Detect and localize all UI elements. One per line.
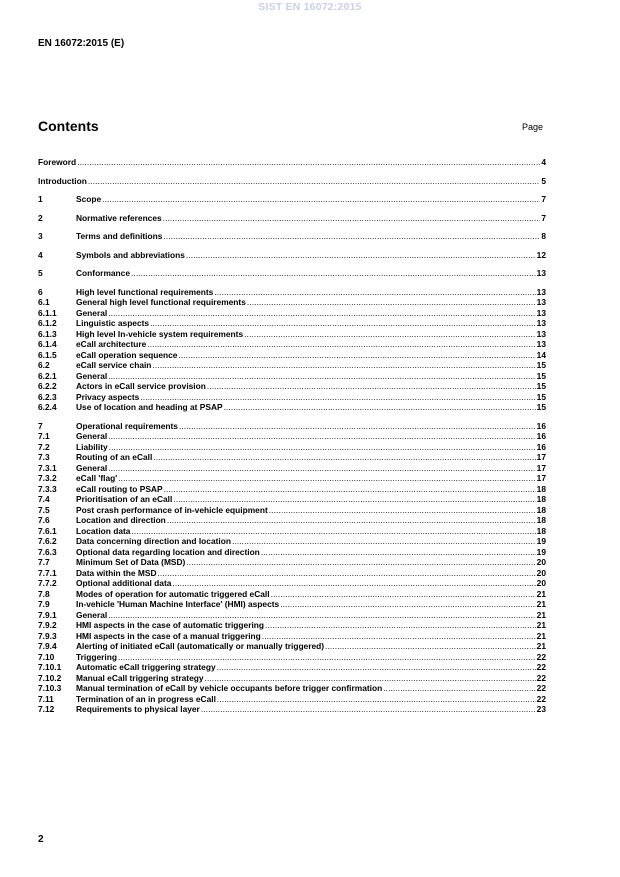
toc-entry-title: Privacy aspects xyxy=(76,391,140,402)
toc-entry-page: 13 xyxy=(536,328,546,339)
toc-entry-number: 7.12 xyxy=(38,704,55,714)
toc-dot-leader xyxy=(269,505,536,516)
toc-entry-page: 15 xyxy=(536,360,546,370)
toc-entry-title: Terms and definitions xyxy=(76,231,163,241)
toc-entry-page: 21 xyxy=(536,599,546,609)
toc-entry[interactable] xyxy=(38,308,546,319)
toc-entry-page: 8 xyxy=(541,231,546,241)
toc-entry-page: 15 xyxy=(536,370,546,381)
toc-entry[interactable] xyxy=(38,157,546,168)
toc-entry-number: 7.9.3 xyxy=(38,630,57,641)
toc-entry-number: 6.2 xyxy=(38,360,50,370)
toc-entry-page: 18 xyxy=(536,483,546,494)
toc-entry-title: In-vehicle 'Human Machine Interface' (HMI) aspects xyxy=(76,599,280,609)
toc-dot-leader xyxy=(383,683,535,694)
toc-entry[interactable] xyxy=(38,515,546,526)
toc-entry[interactable] xyxy=(38,371,546,382)
toc-entry-number: 7.3.3 xyxy=(38,483,57,494)
toc-entry-title: Data concerning direction and location xyxy=(76,536,231,546)
page-column-label: Page xyxy=(522,122,544,132)
toc-entry[interactable] xyxy=(38,683,546,694)
toc-entry-number: 2 xyxy=(38,212,43,223)
toc-entry-number: 6.2.1 xyxy=(38,370,57,381)
toc-dot-leader xyxy=(131,268,536,279)
toc-entry-number: 7.9.2 xyxy=(38,620,57,630)
toc-entry-number: 7.3.2 xyxy=(38,473,57,483)
toc-entry[interactable] xyxy=(38,339,546,350)
toc-entry-page: 17 xyxy=(536,462,546,473)
toc-entry-title: HMI aspects in the case of a manual triggering xyxy=(76,630,261,641)
toc-entry-page: 18 xyxy=(536,504,546,515)
toc-entry-number: 7.10 xyxy=(38,651,55,662)
toc-entry-page: 7 xyxy=(541,212,546,223)
toc-entry-title: Automatic eCall triggering strategy xyxy=(76,662,216,672)
toc-entry-number: 1 xyxy=(38,194,43,204)
toc-entry-page: 15 xyxy=(536,402,546,412)
toc-entry-page: 15 xyxy=(536,391,546,402)
toc-dot-leader xyxy=(131,526,535,537)
toc-entry-page: 21 xyxy=(536,620,546,630)
toc-entry-title: Minimum Set of Data (MSD) xyxy=(76,557,186,567)
toc-entry-number: 7.2 xyxy=(38,441,50,452)
toc-entry-page: 13 xyxy=(536,286,546,297)
toc-entry-number: 6 xyxy=(38,286,43,297)
toc-entry[interactable] xyxy=(38,536,546,547)
toc-entry-page: 13 xyxy=(536,268,546,278)
page-number: 2 xyxy=(38,834,44,845)
toc-dot-leader xyxy=(214,287,535,298)
toc-dot-leader xyxy=(108,610,535,621)
toc-entry-page: 17 xyxy=(536,473,546,483)
toc-entry-page: 17 xyxy=(536,452,546,462)
toc-entry-number: 7.10.3 xyxy=(38,683,62,693)
toc-entry-page: 20 xyxy=(536,567,546,578)
toc-entry[interactable] xyxy=(38,176,546,187)
toc-entry[interactable] xyxy=(38,360,546,371)
toc-dot-leader xyxy=(172,578,535,589)
toc-entry-page: 15 xyxy=(536,381,546,391)
toc-entry-number: 6.1.4 xyxy=(38,339,57,349)
toc-entry-page: 22 xyxy=(536,651,546,662)
toc-entry-number: 6.1.1 xyxy=(38,307,57,318)
toc-dot-leader xyxy=(150,318,536,329)
toc-entry-title: Foreword xyxy=(38,157,77,167)
toc-entry-title: Manual eCall triggering strategy xyxy=(76,672,204,683)
toc-dot-leader xyxy=(262,631,536,642)
toc-entry[interactable] xyxy=(38,350,546,361)
toc-entry-title: Prioritisation of an eCall xyxy=(76,494,173,504)
toc-entry-title: Post crash performance of in-vehicle equipment xyxy=(76,504,268,515)
toc-entry-title: Use of location and heading at PSAP xyxy=(76,402,223,412)
toc-dot-leader xyxy=(179,421,536,432)
toc-dot-leader xyxy=(186,557,535,568)
toc-dot-leader xyxy=(178,350,535,361)
toc-dot-leader xyxy=(244,329,536,340)
toc-entry[interactable] xyxy=(38,213,546,224)
toc-entry-page: 21 xyxy=(536,630,546,641)
toc-entry-number: 6.1.5 xyxy=(38,349,57,360)
toc-entry-page: 23 xyxy=(536,704,546,714)
toc-entry-number: 6.1 xyxy=(38,297,50,307)
toc-entry-number: 6.1.2 xyxy=(38,318,57,328)
toc-entry-number: 7.7 xyxy=(38,557,50,567)
toc-entry[interactable] xyxy=(38,620,546,631)
toc-dot-leader xyxy=(118,473,535,484)
toc-entry-page: 22 xyxy=(536,693,546,704)
toc-entry-title: eCall service chain xyxy=(76,360,152,370)
toc-entry-title: Normative references xyxy=(76,212,162,223)
table-of-contents xyxy=(38,157,546,715)
toc-dot-leader xyxy=(108,308,535,319)
toc-entry[interactable] xyxy=(38,526,546,537)
toc-entry-title: Routing of an eCall xyxy=(76,452,153,462)
toc-entry[interactable] xyxy=(38,431,546,442)
toc-entry-title: eCall routing to PSAP xyxy=(76,483,163,494)
toc-entry-number: 7.7.1 xyxy=(38,567,57,578)
toc-entry[interactable] xyxy=(38,578,546,589)
toc-entry[interactable] xyxy=(38,652,546,663)
toc-entry-title: General xyxy=(76,462,108,473)
toc-entry-title: Scope xyxy=(76,194,102,204)
toc-dot-leader xyxy=(224,402,536,413)
toc-dot-leader xyxy=(167,515,536,526)
toc-entry-title: Introduction xyxy=(38,175,87,186)
toc-entry-page: 16 xyxy=(536,420,546,431)
toc-dot-leader xyxy=(207,381,536,392)
toc-entry-title: Manual termination of eCall by vehicle occupants before trigger confirmation xyxy=(76,683,383,693)
toc-entry-title: Conformance xyxy=(76,268,130,278)
toc-entry[interactable] xyxy=(38,473,546,484)
toc-entry[interactable] xyxy=(38,287,546,298)
toc-entry-number: 3 xyxy=(38,231,43,241)
toc-entry-number: 6.2.3 xyxy=(38,391,57,402)
toc-dot-leader xyxy=(108,371,535,382)
toc-entry-page: 21 xyxy=(536,609,546,620)
toc-dot-leader xyxy=(217,694,536,705)
toc-entry-page: 20 xyxy=(536,557,546,567)
toc-entry-number: 7.9 xyxy=(38,599,50,609)
toc-entry[interactable] xyxy=(38,484,546,495)
toc-entry[interactable] xyxy=(38,599,546,610)
toc-dot-leader xyxy=(217,662,536,673)
toc-entry[interactable] xyxy=(38,641,546,652)
toc-entry-page: 7 xyxy=(541,194,546,204)
toc-entry[interactable] xyxy=(38,568,546,579)
toc-dot-leader xyxy=(153,452,535,463)
toc-entry[interactable] xyxy=(38,268,546,279)
toc-entry[interactable] xyxy=(38,662,546,673)
toc-entry-page: 21 xyxy=(536,588,546,599)
toc-entry-title: General high level functional requirements xyxy=(76,297,246,307)
toc-entry[interactable] xyxy=(38,442,546,453)
toc-entry-page: 19 xyxy=(536,536,546,546)
toc-entry-title: Optional additional data xyxy=(76,578,172,588)
toc-entry-page: 14 xyxy=(536,349,546,360)
toc-dot-leader xyxy=(280,599,535,610)
toc-entry-title: HMI aspects in the case of automatic triggering xyxy=(76,620,265,630)
toc-dot-leader xyxy=(186,250,536,261)
watermark: SIST EN 16072:2015 xyxy=(258,1,362,13)
toc-dot-leader xyxy=(247,297,536,308)
toc-entry[interactable] xyxy=(38,557,546,568)
toc-dot-leader xyxy=(102,194,540,205)
toc-dot-leader xyxy=(140,392,535,403)
toc-entry-page: 13 xyxy=(536,297,546,307)
toc-entry-title: Modes of operation for automatic triggered eCall xyxy=(76,588,270,599)
toc-entry[interactable] xyxy=(38,392,546,403)
toc-entry-title: eCall operation sequence xyxy=(76,349,178,360)
toc-entry-title: Termination of an in progress eCall xyxy=(76,693,216,704)
toc-entry-title: Symbols and abbreviations xyxy=(76,249,185,260)
toc-dot-leader xyxy=(77,157,540,168)
toc-dot-leader xyxy=(164,484,536,495)
toc-dot-leader xyxy=(152,360,535,371)
toc-entry-title: Actors in eCall service provision xyxy=(76,381,206,391)
toc-entry-title: General xyxy=(76,431,108,441)
toc-dot-leader xyxy=(271,589,536,600)
toc-entry-title: General xyxy=(76,609,108,620)
toc-dot-leader xyxy=(108,463,535,474)
toc-entry-page: 13 xyxy=(536,307,546,318)
toc-entry-number: 7.3 xyxy=(38,452,50,462)
toc-dot-leader xyxy=(163,213,541,224)
toc-entry-title: Requirements to physical layer xyxy=(76,704,200,714)
toc-entry-title: Triggering xyxy=(76,651,117,662)
toc-entry-page: 20 xyxy=(536,578,546,588)
toc-entry[interactable] xyxy=(38,463,546,474)
toc-entry-page: 22 xyxy=(536,683,546,693)
toc-entry-number: 7.10.1 xyxy=(38,662,62,672)
contents-title: Contents xyxy=(38,118,99,134)
toc-entry-page: 13 xyxy=(536,339,546,349)
toc-entry-number: 7.7.2 xyxy=(38,578,57,588)
toc-entry-title: Optional data regarding location and direction xyxy=(76,546,260,557)
toc-entry-title: eCall 'flag' xyxy=(76,473,118,483)
toc-entry-number: 6.1.3 xyxy=(38,328,57,339)
toc-entry-number: 7.6.1 xyxy=(38,525,57,536)
toc-entry-page: 13 xyxy=(536,318,546,328)
toc-entry-page: 22 xyxy=(536,672,546,683)
document-header: EN 16072:2015 (E) xyxy=(38,38,125,49)
toc-entry-title: Location data xyxy=(76,525,131,536)
toc-entry-page: 18 xyxy=(536,525,546,536)
toc-entry-number: 7.10.2 xyxy=(38,672,62,683)
toc-entry[interactable] xyxy=(38,452,546,463)
toc-entry-title: High level In-vehicle system requirements xyxy=(76,328,244,339)
toc-entry[interactable] xyxy=(38,704,546,715)
toc-dot-leader xyxy=(147,339,535,350)
toc-entry[interactable] xyxy=(38,589,546,600)
toc-entry-page: 4 xyxy=(541,157,546,167)
toc-entry-number: 7.4 xyxy=(38,494,50,504)
toc-entry[interactable] xyxy=(38,494,546,505)
toc-entry-title: Alerting of initiated eCall (automatically or manually triggered) xyxy=(76,641,325,651)
toc-entry[interactable] xyxy=(38,421,546,432)
toc-entry[interactable] xyxy=(38,329,546,340)
toc-entry-title: Data within the MSD xyxy=(76,567,157,578)
toc-entry[interactable] xyxy=(38,318,546,329)
toc-entry-title: Operational requirements xyxy=(76,420,178,431)
toc-entry-page: 16 xyxy=(536,441,546,452)
toc-entry-page: 16 xyxy=(536,431,546,441)
toc-entry[interactable] xyxy=(38,231,546,242)
toc-entry[interactable] xyxy=(38,694,546,705)
toc-entry-number: 4 xyxy=(38,249,43,260)
toc-dot-leader xyxy=(88,176,540,187)
toc-entry-number: 7.3.1 xyxy=(38,462,57,473)
toc-entry-number: 6.2.4 xyxy=(38,402,57,412)
toc-entry-title: Liability xyxy=(76,441,108,452)
toc-dot-leader xyxy=(232,536,536,547)
toc-entry-page: 19 xyxy=(536,546,546,557)
toc-entry-title: General xyxy=(76,307,108,318)
toc-dot-leader xyxy=(205,673,536,684)
toc-entry-number: 7.6 xyxy=(38,515,50,525)
toc-entry-title: Location and direction xyxy=(76,515,166,525)
toc-entry-page: 12 xyxy=(536,249,546,260)
toc-entry[interactable] xyxy=(38,673,546,684)
toc-entry[interactable] xyxy=(38,250,546,261)
toc-dot-leader xyxy=(158,568,536,579)
toc-entry-page: 21 xyxy=(536,641,546,651)
toc-dot-leader xyxy=(201,704,536,715)
toc-entry-title: eCall architecture xyxy=(76,339,147,349)
toc-entry[interactable] xyxy=(38,631,546,642)
toc-entry-number: 5 xyxy=(38,268,43,278)
toc-dot-leader xyxy=(325,641,536,652)
toc-entry-number: 7.9.4 xyxy=(38,641,57,651)
toc-entry[interactable] xyxy=(38,505,546,516)
toc-entry-number: 7 xyxy=(38,420,43,431)
toc-entry-number: 7.8 xyxy=(38,588,50,599)
toc-dot-leader xyxy=(108,431,535,442)
toc-entry-title: Linguistic aspects xyxy=(76,318,150,328)
toc-entry-number: 7.6.3 xyxy=(38,546,57,557)
toc-entry-page: 18 xyxy=(536,515,546,525)
toc-entry[interactable] xyxy=(38,297,546,308)
toc-entry-number: 7.6.2 xyxy=(38,536,57,546)
toc-entry-number: 6.2.2 xyxy=(38,381,57,391)
toc-dot-leader xyxy=(173,494,535,505)
toc-entry-title: General xyxy=(76,370,108,381)
toc-dot-leader xyxy=(265,620,536,631)
toc-entry[interactable] xyxy=(38,402,546,413)
toc-entry-number: 7.5 xyxy=(38,504,50,515)
toc-dot-leader xyxy=(109,442,536,453)
toc-dot-leader xyxy=(118,652,536,663)
toc-entry[interactable] xyxy=(38,381,546,392)
toc-entry-number: 7.9.1 xyxy=(38,609,57,620)
toc-entry-page: 5 xyxy=(541,175,546,186)
toc-entry-number: 7.11 xyxy=(38,693,54,704)
toc-entry[interactable] xyxy=(38,610,546,621)
toc-entry[interactable] xyxy=(38,194,546,205)
toc-entry-number: 7.1 xyxy=(38,431,50,441)
toc-entry-title: High level functional requirements xyxy=(76,286,214,297)
toc-entry[interactable] xyxy=(38,547,546,558)
toc-entry-page: 22 xyxy=(536,662,546,672)
toc-dot-leader xyxy=(163,231,540,242)
toc-dot-leader xyxy=(261,547,536,558)
toc-entry-page: 18 xyxy=(536,494,546,504)
